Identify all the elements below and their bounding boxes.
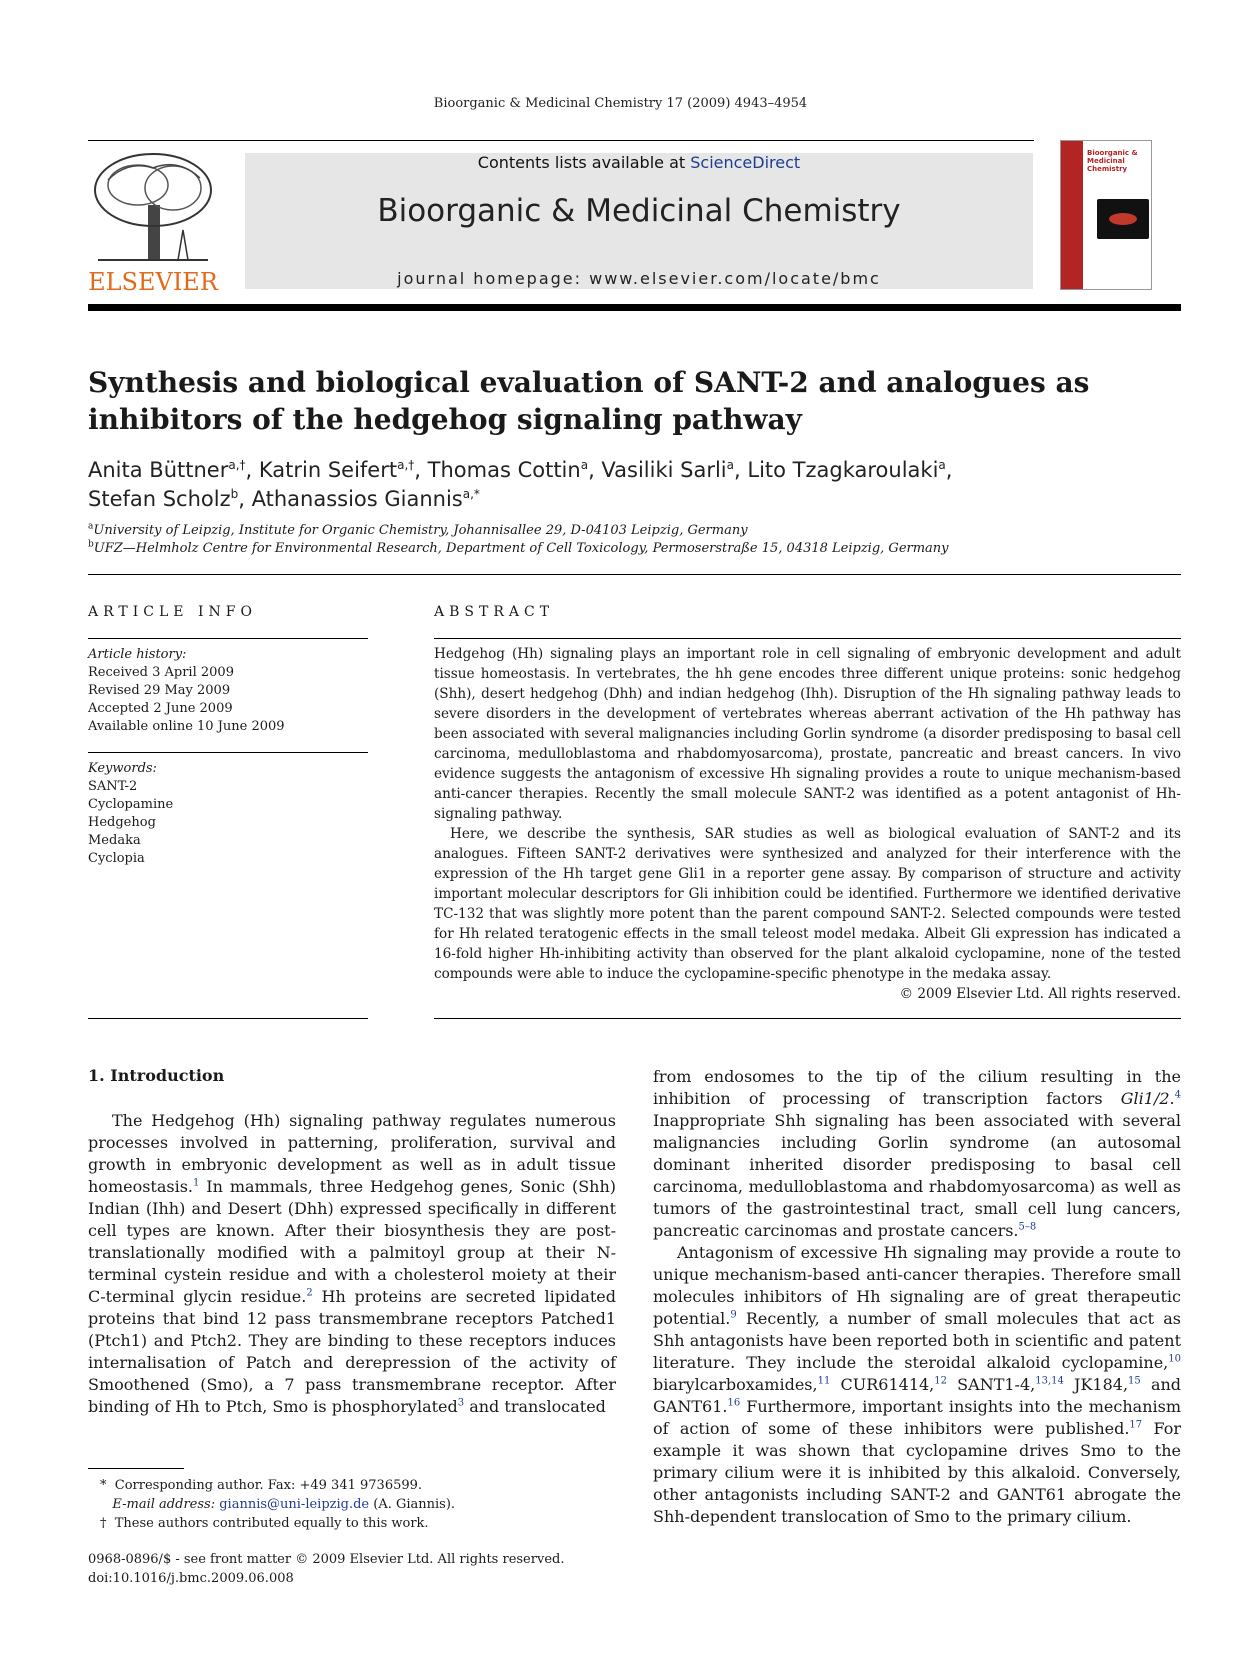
history-label: Article history: [88, 647, 187, 662]
citation-link[interactable]: 3 [457, 1397, 465, 1409]
keywords [88, 760, 368, 868]
keywords-label: Keywords: [88, 761, 157, 776]
journal-title: Bioorganic & Medicinal Chemistry [377, 193, 901, 229]
article-title: Synthesis and biological evaluation of SANT-2 and analogues as inhibitors of the hedgehog signaling pathway [88, 366, 1090, 436]
citation-link[interactable]: 10 [1168, 1353, 1181, 1365]
body-paragraph: Antagonism of excessive Hh signaling may provide a route to unique mechanism-based anti-cancer therapies. Therefore small molecules inhibitors of Hh signaling are of great therapeutic potential.$^9$ Recently, a number of small molecules that act as Shh antagonists have been reported both in scientific and patent literature. They include the steroidal alkaloid cyclopamine,$^{10}$ biarylcarboxamides,$^{11}$ CUR61414,12 SANT1-4,$^{13,14}$ JK184,15 and GANT61.16 Furthermore, important insights into the mechanism of action of some of these inhibitors were published.$^{17}$ For example it was shown that cyclopamine drives Smo to the primary cilium were it is inhibited by this alkaloid. Conversely, other antagonists including SANT-2 and GANT61 abrogate the Shh-dependent translocation of Smo to the primary cilium. [653, 1243, 1182, 1526]
history-item: Revised 29 May 2009 [88, 683, 231, 698]
author: Anita Büttner$^{a,\dagger}$, [88, 458, 259, 482]
keyword: Medaka [88, 833, 141, 848]
cover-title: Bioorganic & Medicinal Chemistry [1087, 149, 1138, 173]
affiliation: $^a$University of Leipzig, Institute for Organic Chemistry, Johannisallee 29, D-04103 Leipzig, Germany [88, 521, 748, 538]
citation-link[interactable]: 13,14 [1035, 1375, 1064, 1387]
affiliation-rule [88, 574, 1181, 575]
abstract-body [434, 644, 1181, 1004]
citation-link[interactable]: 2 [306, 1287, 313, 1299]
author: Thomas Cottin$^a$, [427, 458, 602, 482]
article-info-heading: ARTICLE INFO [88, 604, 257, 620]
tree-icon [88, 150, 218, 268]
doi-line[interactable]: doi:10.1016/j.bmc.2009.06.008 [88, 1571, 294, 1586]
history-item: Available online 10 June 2009 [88, 719, 285, 734]
footnote-corresponding: * Corresponding author. Fax: +49 341 9736599. [100, 1478, 423, 1493]
body-paragraph: The Hedgehog (Hh) signaling pathway regulates numerous processes involved in patterning, proliferation, survival and growth in embryonic development as well as in adult tissue homeostasis.$^1$ In mammals, three Hedgehog genes, Sonic (Shh) Indian (Ihh) and Desert (Dhh) expressed specifically in different cell types are known. After their biosynthesis they are post-translationally modified with a palmitoyl group at their N-terminal cystein residue and with a cholesterol moiety at their C-terminal glycin residue.$^2$ Hh proteins are secreted lipidated proteins that bind 12 pass transmembrane receptors Patched1 (Ptch1) and Ptch2. They are binding to these receptors induces internalisation of Patch and derepression of the activity of Smoothened (Smo), a 7 pass transmembrane receptor. After binding of Hh to Ptch, Smo is phosphorylated$^3$ and translocated [88, 1111, 617, 1416]
running-head: Bioorganic & Medicinal Chemistry 17 (2009) 4943–4954 [433, 96, 808, 111]
sciencedirect-link[interactable]: ScienceDirect [690, 153, 801, 172]
keyword: Hedgehog [88, 815, 156, 830]
body-column-right [653, 1066, 1181, 1528]
keyword: Cyclopia [88, 851, 145, 866]
cover-image [1097, 199, 1149, 239]
bottom-matter [88, 1550, 564, 1588]
section-heading-introduction: 1. Introduction [88, 1066, 225, 1085]
body-column-left [88, 1110, 616, 1418]
citation-link[interactable]: 12 [934, 1375, 947, 1387]
article-info-bottom-rule [88, 1018, 368, 1019]
email-link[interactable]: giannis@uni-leipzig.de [219, 1497, 370, 1512]
journal-banner [245, 153, 1033, 289]
abstract-paragraph: Hedgehog (Hh) signaling plays an important role in cell signaling of embryonic development and adult tissue homeostasis. In vertebrates, the hh gene encodes three different unique proteins: sonic hedgehog (Shh), desert hedgehog (Dhh) and indian hedgehog (Ihh). Disruption of the Hh signaling pathway leads to severe disorders in the development of vertebrates whereas aberrant activation of the Hh pathway has been associated with several malignancies including Gorlin syndrome (a disorder predisposing to basal cell carcinoma, medulloblastoma and rhabdomyosarcoma), prostate, pancreatic and breast cancers. In vivo evidence suggests the antagonism of excessive Hh signaling provides a route to unique mechanism-based anti-cancer therapies. Recently the small molecule SANT-2 was identified as a potent antagonist of Hh-signaling pathway. [434, 646, 1181, 822]
abstract-paragraph: Here, we describe the synthesis, SAR studies as well as biological evaluation of SANT-2 and its analogues. Fifteen SANT-2 derivatives were synthesized and analyzed for their interference with the expression of the Hh target gene Gli1 in a reporter gene assay. By comparison of structure and activity important molecular descriptors for Gli inhibition could be identified. Furthermore we identified derivative TC-132 that was slightly more potent than the parent compound SANT-2. Selected compounds were tested for Hh related teratogenic effects in the small teleost model medaka. Albeit Gli expression has indicated a 16-fold higher Hh-inhibiting activity than observed for the plant alkaloid cyclopamine, none of the tested compounds were able to induce the cyclopamine-specific phenotype in the medaka assay. [434, 826, 1181, 982]
author: Lito Tzagkaroulaki$^a$, [747, 458, 953, 482]
keyword: Cyclopamine [88, 797, 174, 812]
history-item: Received 3 April 2009 [88, 665, 234, 680]
citation-link[interactable]: 16 [727, 1397, 741, 1409]
affiliation: $^b$UFZ—Helmholz Centre for Environmental Research, Department of Cell Toxicology, Permoserstraße 15, 04318 Leipzig, Germany [88, 539, 949, 556]
footnotes [88, 1476, 616, 1533]
abstract-rule [434, 638, 1181, 639]
body-paragraph: from endosomes to the tip of the cilium resulting in the inhibition of processing of transcription factors Gli1/2.$^4$ Inappropriate Shh signaling has been associated with several malignancies including Gorlin syndrome (an autosomal dominant inherited disorder predisposing to basal cell carcinoma, medulloblastoma and rhabdomyosarcoma) as well as tumors of the gastrointestinal tract, small cell lung cancers, pancreatic carcinomas and prostate cancers.$^{5-8}$ [653, 1067, 1181, 1240]
article-history [88, 646, 368, 736]
citation-link[interactable]: 15 [1128, 1375, 1141, 1387]
citation-link[interactable]: 4 [1174, 1089, 1181, 1101]
article-info-rule [88, 638, 368, 639]
abstract-copyright: © 2009 Elsevier Ltd. All rights reserved. [899, 986, 1181, 1002]
author: Katrin Seifert$^{a,\dagger}$, [258, 458, 428, 482]
history-item: Accepted 2 June 2009 [88, 701, 233, 716]
author: Vasiliki Sarli$^a$, [601, 458, 748, 482]
author: Athanassios Giannis$^{a,*}$ [251, 487, 480, 511]
footnote-equal-contribution: † These authors contributed equally to this work. [100, 1516, 429, 1531]
issn-line: 0968-0896/$ - see front matter © 2009 Elsevier Ltd. All rights reserved. [88, 1552, 565, 1567]
journal-homepage[interactable]: journal homepage: www.elsevier.com/locate/bmc [397, 269, 881, 288]
article-info-divider [88, 752, 368, 753]
contents-line [245, 153, 1033, 172]
footnote-rule [88, 1468, 184, 1469]
header-thick-rule [88, 304, 1181, 311]
citation-link[interactable]: 9 [730, 1309, 737, 1321]
citation-link[interactable]: 5–8 [1018, 1221, 1037, 1233]
affiliations [88, 522, 1181, 558]
keyword: SANT-2 [88, 779, 138, 794]
journal-cover-thumbnail [1060, 140, 1152, 290]
author: Stefan Scholz$^b$, [88, 487, 252, 511]
elsevier-wordmark: ELSEVIER [88, 268, 218, 296]
citation-link[interactable]: 11 [817, 1375, 831, 1387]
citation-link[interactable]: 1 [193, 1177, 200, 1189]
footnote-email: E-mail address: giannis@uni-leipzig.de (A. Giannis). [112, 1497, 456, 1512]
abstract-bottom-rule [434, 1018, 1181, 1019]
contents-prefix: Contents lists available at [477, 153, 691, 172]
header-rule [88, 140, 1034, 141]
cover-red-band [1061, 141, 1083, 289]
citation-link[interactable]: 17 [1129, 1419, 1143, 1431]
author-list [88, 456, 1181, 514]
abstract-heading: ABSTRACT [434, 604, 555, 620]
